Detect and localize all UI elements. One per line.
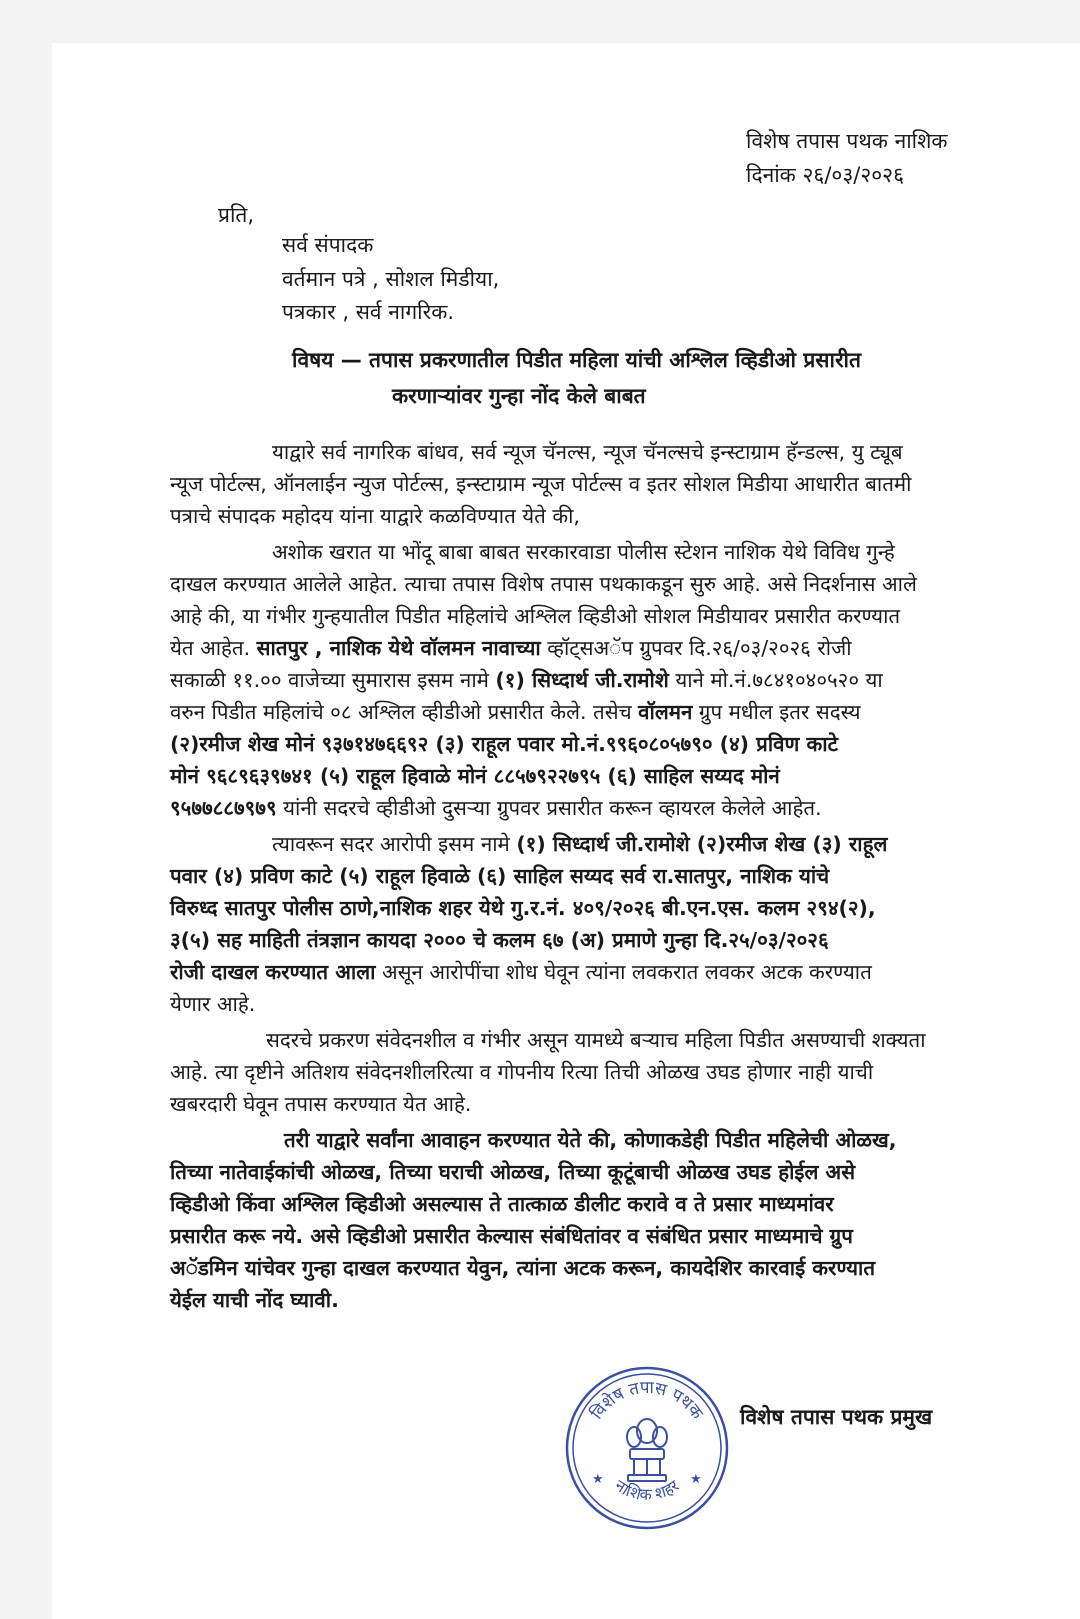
recipient-line-3: पत्रकार , सर्व नागरिक. [282,300,454,324]
para1-line: न्यूज पोर्टल्स, ऑनलाईन न्युज पोर्टल्स, इन्स्टाग्राम न्यूज पोर्टल्स व इतर सोशल मिडीया आधारीत बातमी [170,472,912,496]
para2-line: दाखल करण्यात आलेले आहेत. त्याचा तपास विशेष तपास पथकाकडून सुरु आहे. असे निदर्शनास आले [170,572,917,596]
para2-line: आहे की, या गंभीर गुन्हयातील पिडीत महिलांचे अश्लिल व्हिडीओ सोशल मिडीयावर प्रसारीत करण्यात [170,604,901,628]
para3-line: पवार (४) प्रविण काटे (५) राहूल हिवाळे (६) साहिल सय्यद सर्व रा.सातपुर, नाशिक यांचे [170,864,830,888]
para4-line: खबरदारी घेवून तपास करण्यात येत आहे. [170,1092,472,1116]
office-name: विशेष तपास पथक नाशिक [746,129,948,153]
signature-title: विशेष तपास पथक प्रमुख [740,1405,933,1429]
para2-line [170,665,883,696]
para2-line [170,793,822,824]
seal-bottom-text: नाशिक शहर [611,1475,683,1505]
para3-line: विरुध्द सातपुर पोलीस ठाणे,नाशिक शहर येथे गु.र.नं. ४०९/२०२६ बी.एन.एस. कलम २९४(२), [170,896,876,920]
para2-line [170,697,861,728]
official-seal [562,1363,732,1533]
para2-text: याने मो.नं.७८४१०४०५२० या [675,668,883,692]
star-icon: ★ [690,1472,702,1487]
para2-text: यांनी सदरचे व्हीडीओ दुसऱ्या ग्रुपवर प्रसारीत करून व्हायरल केलेले आहेत. [283,796,822,820]
para5-line: येईल याची नोंद घ्यावी. [170,1288,339,1312]
para2-line: मोनं ९६८९६३९७४१ (५) राहूल हिवाळे मोनं ८८५७९२२७९५ (६) साहिल सय्यद मोनं [170,764,780,788]
emblem-icon [627,1419,667,1481]
seal-top-text: विशेष तपास पथक [587,1377,707,1424]
para2-text: ग्रुप मधील इतर सदस्य [698,700,861,724]
para2-text: व्हॉट्सअॅप ग्रुपवर दि.२६/०३/२०२६ रोजी [547,636,852,660]
para3-bold-text: रोजी दाखल करण्यात आला [170,960,376,984]
para5-line: प्रसारीत करू नये. असे व्हिडीओ प्रसारीत केल्यास संबंधितांवर व संबंधित प्रसार माध्यमाचे ग्रुप [170,1224,853,1248]
recipient-line-1: सर्व संपादक [282,233,374,257]
para2-bold-group: वॉलमन [638,700,693,724]
para2-line [170,633,852,664]
star-icon: ★ [592,1472,604,1487]
para4-line: आहे. त्या दृष्टीने अतिशय संवेदनशीलरित्या व गोपनीय रित्या तिची ओळख उघड होणार नाही याची [170,1060,874,1084]
para2-text: येत आहेत. [170,636,251,660]
letter-page [52,43,1080,1619]
para2-line: अशोक खरात या भोंदू बाबा बाबत सरकारवाडा पोलीस स्टेशन नाशिक येथे विविध गुन्हे [272,540,895,564]
para5-line: अॅडमिन यांचेवर गुन्हा दाखल करण्यात येवुन, त्यांना अटक करून, कायदेशिर कारवाई करण्यात [170,1256,876,1280]
recipient-line-2: वर्तमान पत्रे , सोशल मिडीया, [282,267,500,291]
para3-line [170,957,872,988]
subject-line-1: विषय — तपास प्रकरणातील पिडीत महिला यांची अश्लिल व्हिडीओ प्रसारीत [292,348,861,372]
para3-line: येणार आहे. [170,992,256,1016]
para3-line [272,829,887,860]
para1-line: पत्राचे संपादक महोदय यांना याद्वारे कळविण्यात येते की, [170,504,580,528]
para3-text: त्यावरून सदर आरोपी इसम नामे [272,832,510,856]
para5-line: व्हिडीओ किंवा अश्लिल व्हिडीओ असल्यास ते तात्काळ डीलीट करावे व ते प्रसार माध्यमांवर [170,1192,834,1216]
para3-line: ३(५) सह माहिती तंत्रज्ञान कायदा २००० चे कलम ६७ (अ) प्रमाणे गुन्हा दि.२५/०३/२०२६ [170,928,829,952]
para5-line: तिच्या नातेवाईकांची ओळख, तिच्या घराची ओळख, तिच्या कूटूंबाची ओळख उघड होईल असे [170,1160,856,1184]
subject-line-2: करणाऱ्यांवर गुन्हा नोंद केले बाबत [392,384,646,408]
letter-date: दिनांक २६/०३/२०२६ [746,163,904,187]
para3-text: असून आरोपींचा शोध घेवून त्यांना लवकरात लवकर अटक करण्यात [381,960,872,984]
recipient-to: प्रति, [218,203,255,227]
para2-bold-accused: (१) सिध्दार्थ जी.रामोशे [495,668,669,692]
para3-bold-accused: (१) सिध्दार्थ जी.रामोशे (२)रमीज शेख (३) राहूल [516,832,888,856]
para4-line: सदरचे प्रकरण संवेदनशील व गंभीर असून यामध्ये बऱ्याच महिला पिडीत असण्याची शक्यता [266,1028,926,1052]
para2-bold-number: ९५७७८८७९७९ [170,796,277,820]
para2-bold-location: सातपुर , नाशिक येथे वॉलमन नावाच्या [256,636,541,660]
para2-line: (२)रमीज शेख मोनं ९३७१४७६६९२ (३) राहूल पवार मो.नं.९९६०८०५७९० (४) प्रविण काटे [170,732,838,756]
para2-text: सकाळी ११.०० वाजेच्या सुमारास इसम नामे [170,668,489,692]
para5-line: तरी याद्वारे सर्वांना आवाहन करण्यात येते की, कोणाकडेही पिडीत महिलेची ओळख, [284,1128,897,1152]
para1-line: याद्वारे सर्व नागरिक बांधव, सर्व न्यूज चॅनल्स, न्यूज चॅनल्सचे इन्स्टाग्राम हॅन्डल्स, यु ट्यूब [272,440,903,464]
para2-text: वरुन पिडीत महिलांचे ०८ अश्लिल व्हीडीओ प्रसारीत केले. तसेच [170,700,632,724]
